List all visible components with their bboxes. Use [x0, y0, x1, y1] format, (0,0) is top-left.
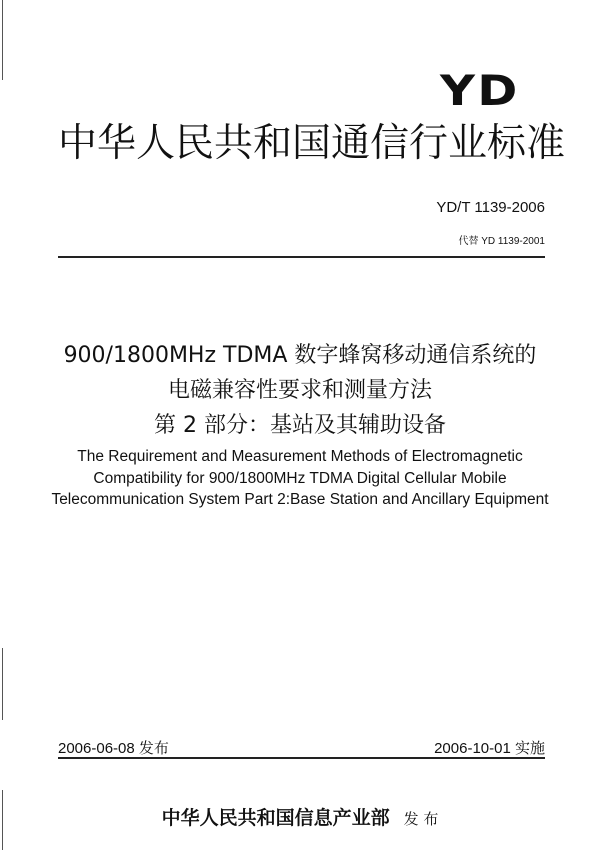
- yd-logo: YD: [440, 66, 520, 115]
- chinese-title-line: 电磁兼容性要求和测量方法: [167, 378, 432, 403]
- header-divider: [58, 256, 545, 258]
- english-title-line: Compatibility for 900/1800MHz TDMA Digital Cellular Mobile: [93, 470, 507, 487]
- publisher-name: 中华人民共和国信息产业部: [161, 807, 390, 829]
- chinese-title-line: 900/1800MHz TDMA 数字蜂窝移动通信系统的: [63, 343, 537, 368]
- english-title-line: The Requirement and Measurement Methods of Electromagnetic: [77, 448, 523, 465]
- scan-edge-mark: [2, 0, 3, 80]
- implementation-date: 2006-10-01 实施: [434, 740, 545, 757]
- publisher-suffix: 发 布: [403, 810, 439, 828]
- publish-date: 2006-06-08 发布: [58, 740, 169, 757]
- footer-divider: [58, 757, 545, 759]
- publisher: [0, 803, 600, 830]
- replaces-code: 代替 YD 1139-2001: [458, 236, 545, 247]
- standard-code: YD/T 1139-2006: [436, 199, 545, 216]
- standard-category-title: 中华人民共和国通信行业标准: [58, 121, 566, 166]
- english-title-line: Telecommunication System Part 2:Base Station and Ancillary Equipment: [51, 491, 549, 508]
- scan-edge-mark: [2, 648, 3, 720]
- chinese-title-line: 第 2 部分：基站及其辅助设备: [154, 413, 446, 438]
